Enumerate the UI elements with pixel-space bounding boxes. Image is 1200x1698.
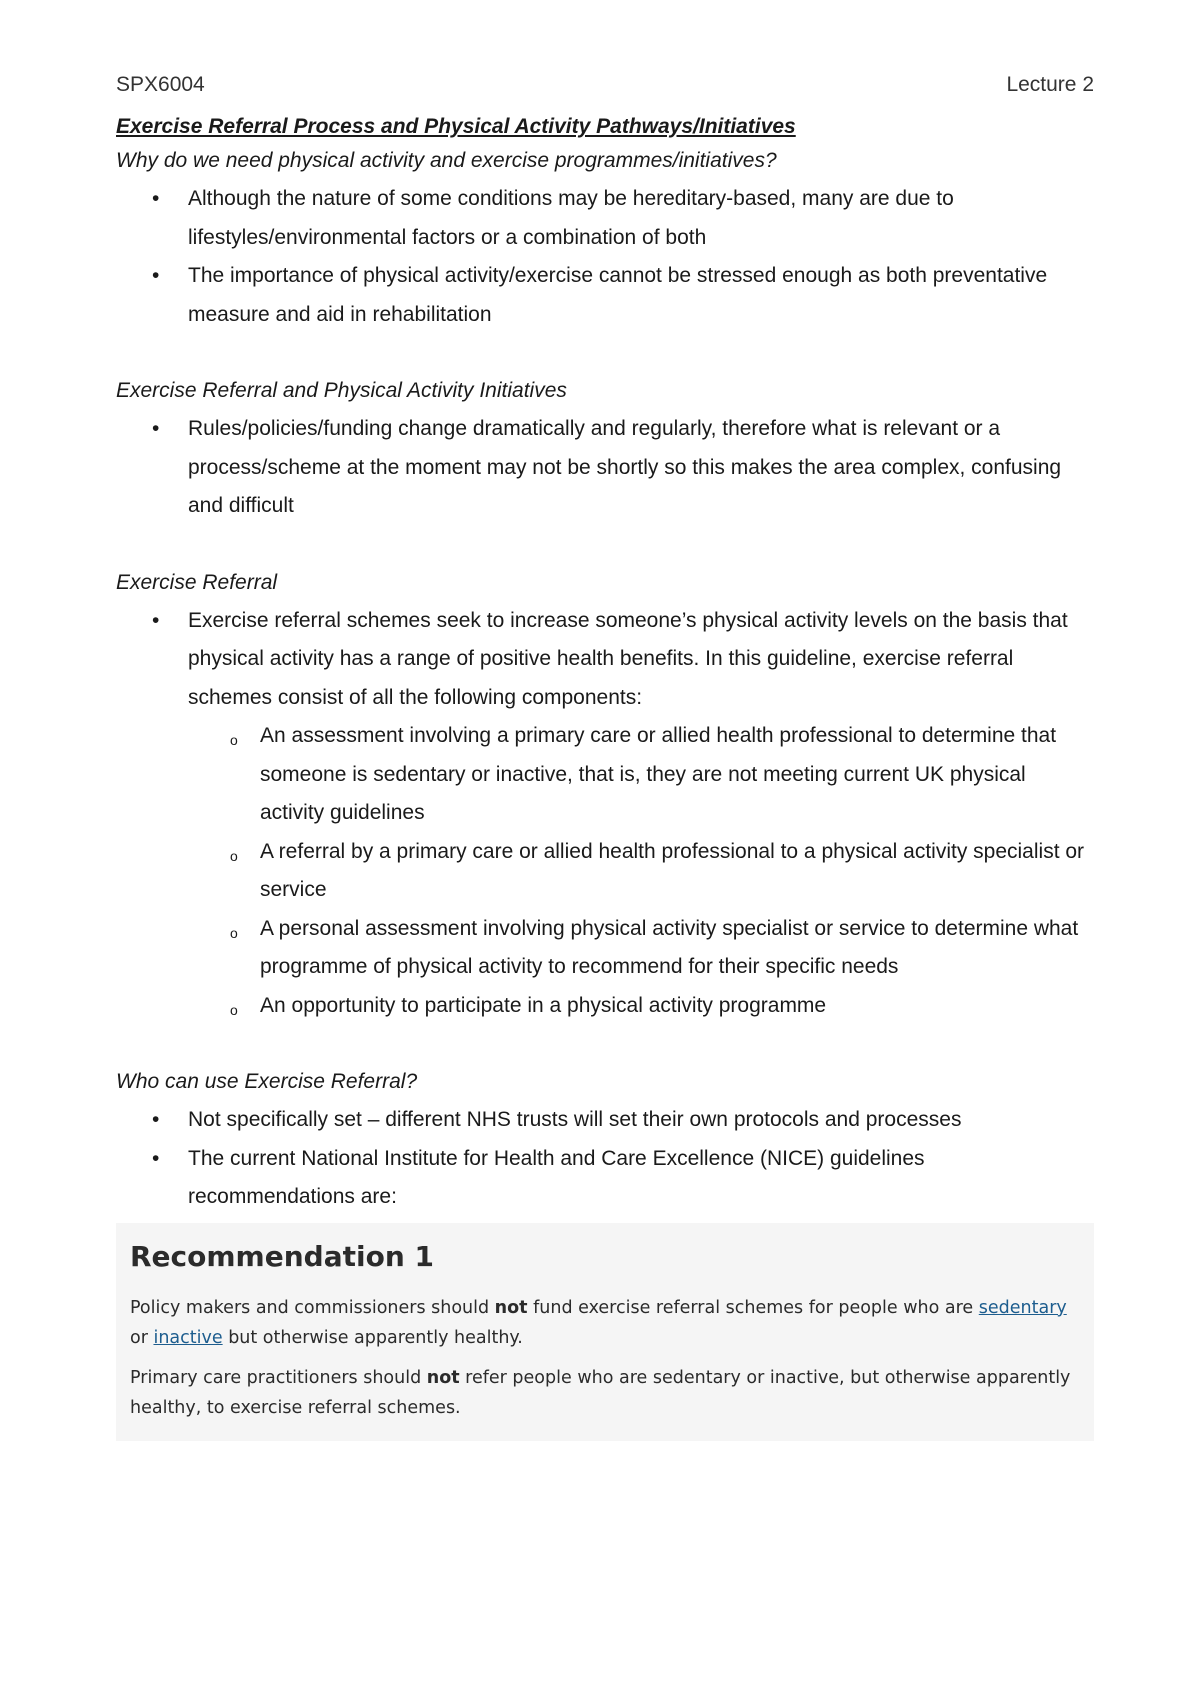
- rec-text: Policy makers and commissioners should: [130, 1297, 495, 1318]
- section-heading-exercise-referral: Exercise Referral: [116, 570, 278, 594]
- sedentary-link[interactable]: sedentary: [978, 1297, 1067, 1318]
- section-heading-why: Why do we need physical activity and exercise programmes/initiatives?: [116, 149, 777, 172]
- list-item: • The importance of physical activity/exercise cannot be stressed enough as both preventative measure and aid in rehabilitation: [116, 257, 1094, 334]
- course-code: SPX6004: [116, 73, 205, 96]
- rec-text: Primary care practitioners should: [130, 1367, 427, 1388]
- lecture-label: Lecture 2: [1006, 73, 1094, 96]
- bullet-list-who: [116, 1101, 1094, 1217]
- rec-text: fund exercise referral schemes for people who are: [527, 1297, 979, 1318]
- list-item: • The current National Institute for Health and Care Excellence (NICE) guidelines recommendations are:: [116, 1140, 1094, 1217]
- document-title: Exercise Referral Process and Physical Activity Pathways/Initiatives: [116, 115, 796, 138]
- sub-list-item-text: A personal assessment involving physical activity specialist or service to determine what programme of physical activity to recommend for their specific needs: [260, 916, 1079, 978]
- rec-text: refer people who are sedentary or inactive, but otherwise apparently healthy, to exercise referral schemes.: [130, 1367, 1071, 1418]
- recommendation-paragraph-2: [130, 1363, 1080, 1423]
- list-item: • Not specifically set – different NHS trusts will set their own protocols and processes: [116, 1101, 1094, 1140]
- bullet-list-initiatives: [116, 410, 1094, 526]
- recommendation-title: Recommendation 1: [130, 1239, 434, 1273]
- rec-text: but otherwise apparently healthy.: [222, 1327, 523, 1348]
- rec-text: or: [130, 1327, 154, 1348]
- rec-emphasis: not: [494, 1297, 528, 1318]
- bullet-list-why: [116, 180, 1094, 334]
- section-heading-initiatives: Exercise Referral and Physical Activity Initiatives: [116, 379, 567, 402]
- list-item-text: Exercise referral schemes seek to increase someone’s physical activity levels on the basis that physical activity has a range of positive health benefits. In this guideline, exercise referral schemes consist of all the following components:: [188, 608, 1068, 709]
- sub-list-item-text: A referral by a primary care or allied health professional to a physical activity specialist or service: [260, 839, 1085, 901]
- sub-list-item: [116, 910, 1094, 987]
- bullet-list-exercise-referral: [116, 602, 1094, 1026]
- sub-bullet-list: [116, 717, 1094, 1025]
- sub-list-item: [116, 717, 1094, 833]
- recommendation-box: [116, 1223, 1094, 1441]
- sub-list-item: [116, 833, 1094, 910]
- recommendation-paragraph-1: [130, 1293, 1080, 1353]
- sub-list-item-text: An assessment involving a primary care or allied health professional to determine that someone is sedentary or inactive, that is, they are not meeting current UK physical activity guidelines: [260, 724, 1057, 824]
- page-header: [116, 70, 1094, 100]
- list-item: [116, 602, 1094, 1026]
- rec-emphasis: not: [426, 1367, 460, 1388]
- document-body: [116, 112, 1094, 1441]
- inactive-link[interactable]: inactive: [153, 1327, 223, 1348]
- list-item: • Although the nature of some conditions may be hereditary-based, many are due to lifestyles/environmental factors or a combination of both: [116, 180, 1094, 257]
- sub-list-item: [116, 987, 1094, 1026]
- sub-list-item-text: An opportunity to participate in a physical activity programme: [260, 993, 827, 1017]
- list-item: • Rules/policies/funding change dramatically and regularly, therefore what is relevant or a process/scheme at the moment may not be shortly so this makes the area complex, confusing and difficult: [116, 410, 1094, 526]
- section-heading-who: Who can use Exercise Referral?: [116, 1070, 418, 1093]
